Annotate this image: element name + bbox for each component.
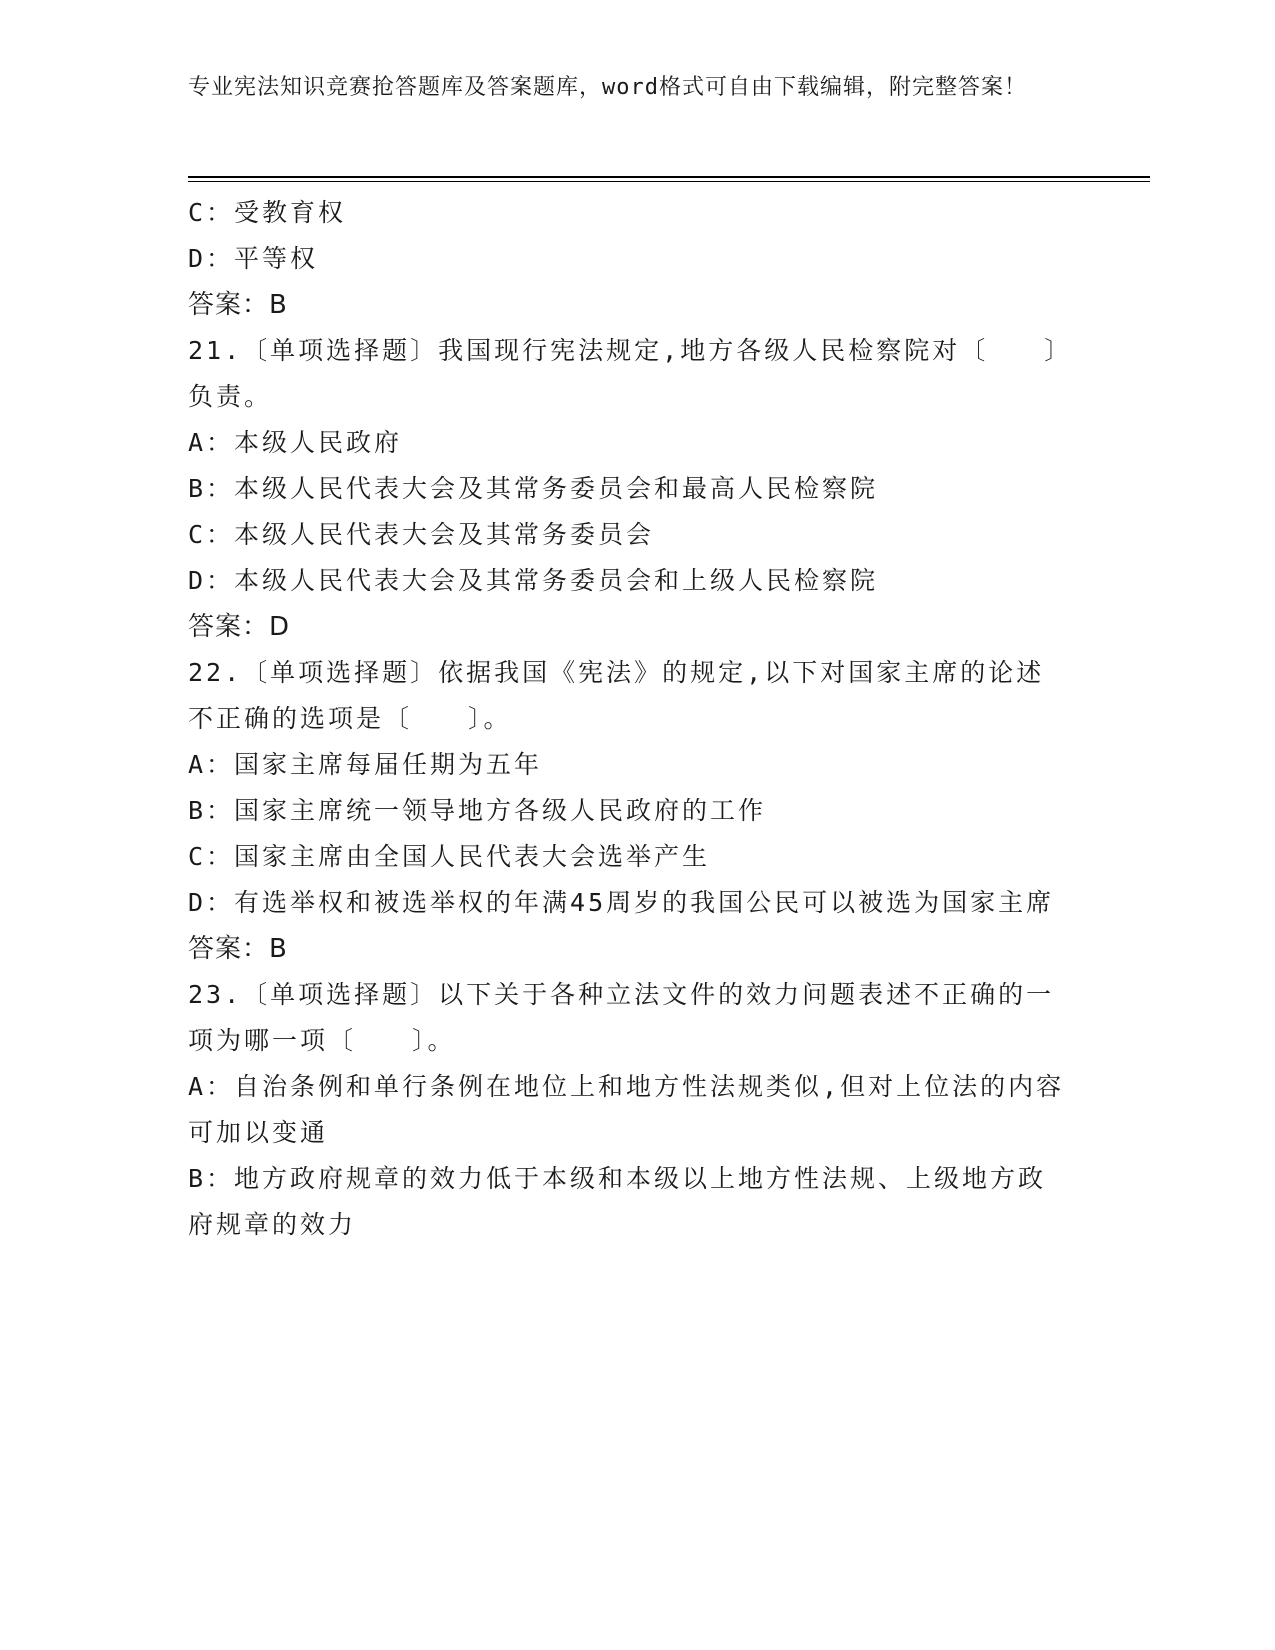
option-d: D：有选举权和被选举权的年满45周岁的我国公民可以被选为国家主席	[188, 888, 1055, 917]
header-rule-thin	[188, 181, 1150, 182]
option-a: A：自治条例和单行条例在地位上和地方性法规类似,但对上位法的内容可加以变通	[188, 1072, 1065, 1147]
question-21	[188, 328, 1068, 650]
page-header: 专业宪法知识竞赛抢答题库及答案题库，word格式可自由下载编辑，附完整答案！	[188, 75, 1027, 100]
option-a: A：本级人民政府	[188, 428, 403, 457]
option-d: D：本级人民代表大会及其常务委员会和上级人民检察院	[188, 566, 879, 595]
option-b: B：本级人民代表大会及其常务委员会和最高人民检察院	[188, 474, 879, 503]
question-text: 23.〔单项选择题〕以下关于各种立法文件的效力问题表述不正确的一项为哪一项〔 〕。	[188, 980, 1055, 1055]
option-b: B：地方政府规章的效力低于本级和本级以上地方性法规、上级地方政府规章的效力	[188, 1164, 1047, 1239]
question-23	[188, 972, 1068, 1248]
option-c: C：受教育权	[188, 198, 347, 227]
answer-line: 答案：B	[188, 934, 288, 964]
answer-line: 答案：D	[188, 612, 291, 642]
option-b: B：国家主席统一领导地方各级人民政府的工作	[188, 796, 767, 825]
question-text: 22.〔单项选择题〕依据我国《宪法》的规定,以下对国家主席的论述不正确的选项是〔 〕。	[188, 658, 1045, 733]
header-rule-thick	[188, 176, 1150, 178]
question-22	[188, 650, 1068, 972]
option-c: C：国家主席由全国人民代表大会选举产生	[188, 842, 711, 871]
answer-line: 答案：B	[188, 290, 288, 320]
option-c: C：本级人民代表大会及其常务委员会	[188, 520, 655, 549]
question-text: 21.〔单项选择题〕我国现行宪法规定,地方各级人民检察院对〔 〕负责。	[188, 336, 1060, 411]
option-d: D：平等权	[188, 244, 319, 273]
document-body	[188, 190, 1068, 1248]
option-a: A：国家主席每届任期为五年	[188, 750, 543, 779]
previous-question-tail	[188, 190, 1068, 328]
